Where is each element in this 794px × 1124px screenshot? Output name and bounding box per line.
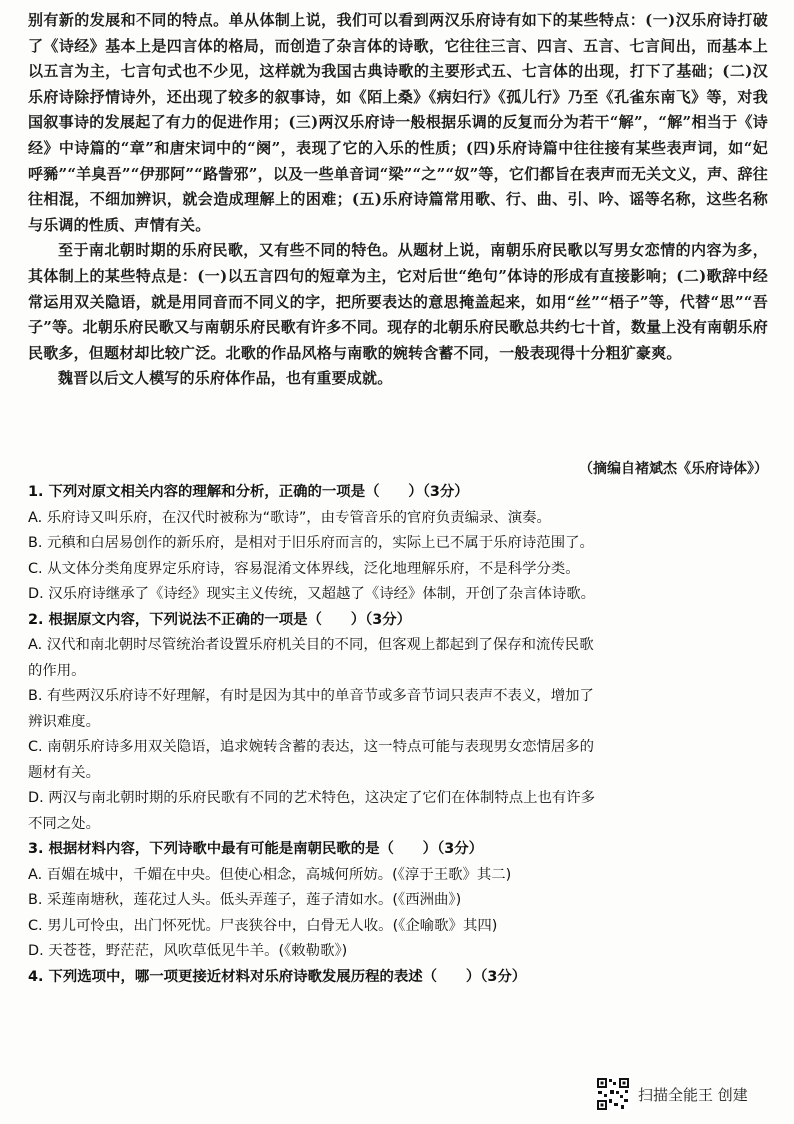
question-3 [28, 837, 768, 965]
question-2 [28, 608, 768, 838]
qr-code-icon [596, 1077, 630, 1111]
question-1-option-b: B. 元稹和白居易创作的新乐府，是相对于旧乐府而言的，实际上已不属于乐府诗范围了。 [28, 535, 594, 551]
question-2-option-a-line-1: A. 汉代和南北朝时尽管统治者设置乐府机关目的不同，但客观上都起到了保存和流传民歌 [28, 637, 594, 653]
question-3-stem: 3. 根据材料内容，下列诗歌中最有可能是南朝民歌的是（ ）（3分） [28, 841, 484, 857]
question-2-option-c-line-1: C. 南朝乐府诗多用双关隐语，追求婉转含蓄的表达，这一特点可能与表现男女恋情居多的 [28, 739, 595, 755]
question-2-option-d-line-2: 不同之处。 [28, 815, 100, 832]
passage-paragraph-2: 至于南北朝时期的乐府民歌，又有些不同的特色。从题材上说，南朝乐府民歌以写男女恋情的内容为多，其体制上的某些特点是：(一)以五言四句的短章为主，它对后世“绝句”体诗的形成有直接影响；(二)歌辞中经常运用双关隐语，就是用同音而不同义的字，把所要表达的意思掩盖起来，如用“丝”“梧子”等，代替“思”“吾子”等。北朝乐府民歌又与南朝乐府民歌有许多不同。现存的北朝乐府民歌总共约七十首，数量上没有南朝乐府民歌多，但题材却比较广泛。北歌的作品风格与南歌的婉转含蓄不同，一般表现得十分粗犷豪爽。 [28, 241, 768, 362]
question-3-option-a: A. 百媚在城中，千媚在中央。但使心相念，高城何所妨。(《淳于王歌》其二) [28, 866, 512, 883]
question-3-option-d: D. 天苍苍，野茫茫，风吹草低见牛羊。(《敕勒歌》) [28, 943, 348, 959]
passage-paragraph-3: 魏晋以后文人模写的乐府体作品，也有重要成就。 [58, 369, 393, 388]
question-4 [28, 965, 768, 991]
question-1-option-d: D. 汉乐府诗继承了《诗经》现实主义传统，又超越了《诗经》体制，开创了杂言体诗歌。 [28, 586, 596, 602]
question-4-stem: 4. 下列选项中，哪一项更接近材料对乐府诗歌发展历程的表述（ ）（3分） [28, 968, 527, 985]
question-1-option-a: A. 乐府诗又叫乐府，在汉代时被称为“歌诗”，由专管音乐的官府负责编录、演奏。 [28, 509, 551, 526]
scanner-watermark [596, 1076, 748, 1112]
question-1-option-c: C. 从文体分类角度界定乐府诗，容易混淆文体界线，泛化地理解乐府，不是科学分类。 [28, 560, 580, 577]
question-1-stem: 1. 下列对原文相关内容的理解和分析，正确的一项是（ ）（3分） [28, 484, 469, 500]
question-2-option-c-line-2: 题材有关。 [28, 764, 100, 781]
question-2-stem: 2. 根据原文内容，下列说法不正确的一项是（ ）（3分） [28, 611, 412, 628]
scanner-watermark-text: 扫描全能王 创建 [638, 1085, 748, 1104]
passage-source: （摘编自褚斌杰《乐府诗体》） [579, 461, 768, 477]
question-2-option-b-line-1: B. 有些两汉乐府诗不好理解，有时是因为其中的单音节或多音节词只表声不表义，增加了 [28, 688, 594, 704]
question-2-option-d-line-1: D. 两汉与南北朝时期的乐府民歌有不同的艺术特色，这决定了它们在体制特点上也有许多 [28, 790, 596, 806]
reading-passage [28, 8, 768, 392]
passage-paragraph-1: 别有新的发展和不同的特点。单从体制上说，我们可以看到两汉乐府诗有如下的某些特点：(一)汉乐府诗打破了《诗经》基本上是四言体的格局，而创造了杂言体的诗歌，它往往三言、四言、五言、七言间出，而基本上以五言为主，七言句式也不少见，这样就为我国古典诗歌的主要形式五、七言体的出现，打下了基础；(二)汉乐府诗除抒情诗外，还出现了较多的叙事诗，如《陌上桑》《病妇行》《孤儿行》乃至《孔雀东南飞》等，对我国叙事诗的发展起了有力的促进作用；(三)两汉乐府诗一般根据乐调的反复而分为若干“解”，“解”相当于《诗经》中诗篇的“章”和唐宋词中的“阕”，表现了它的入乐的性质；(四)乐府诗篇中往往接有某些表声词，如“妃呼豨”“羊臭吾”“伊那阿”“路訾邪”，以及一些单音词“梁”“之”“奴”等，它们都旨在表声而无关文义，声、辞往往相混，不细加辨识，就会造成理解上的困难；(五)乐府诗篇常用歌、行、曲、引、吟、谣等名称，这些名称与乐调的性质、声情有关。 [28, 11, 768, 234]
question-1 [28, 480, 768, 608]
question-2-option-a-line-2: 的作用。 [28, 662, 86, 679]
question-3-option-c: C. 男儿可怜虫，出门怀死忧。尸丧狭谷中，白骨无人收。(《企喻歌》其四) [28, 917, 498, 934]
question-3-option-b: B. 采莲南塘秋，莲花过人头。低头弄莲子，莲子清如水。(《西洲曲》) [28, 892, 462, 908]
question-2-option-b-line-2: 辨识难度。 [28, 713, 100, 730]
question-list [28, 480, 768, 990]
